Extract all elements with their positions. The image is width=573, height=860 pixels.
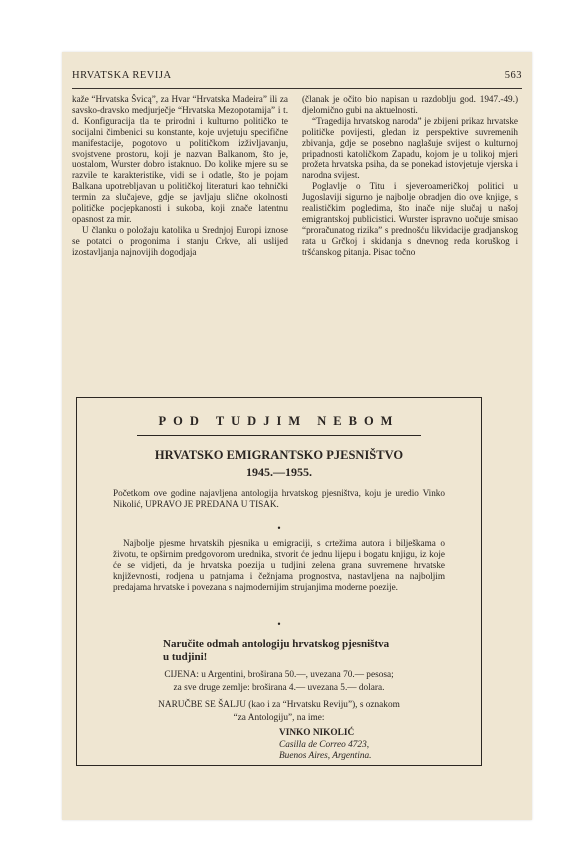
ad-heading: HRVATSKO EMIGRANTSKO PJESNIŠTVO [154, 448, 404, 462]
ad-bullet-2: • [276, 620, 282, 629]
magazine-page [62, 52, 532, 820]
right-paragraph-3: Poglavlje o Titu i sjeveroameričkoj politici u Jugoslaviji sigurno je najbolje obradjen dio ove knjige, s realističkim pogledima, što inače nije slučaj u našoj emigrantskoj publicistici. Wurster ispravno uočuje smisao “proračunatog rizika” s prednošću likvidacije gradjanskog rata u Grčkoj i skidanja s dnevnog reda koruškog i tršćanskog pitanja. Pisac točno [302, 181, 518, 257]
left-column [72, 94, 288, 356]
left-paragraph-2: U članku o položaju katolika u Srednjoj Europi iznose se potatci o progonima i stanju Crkve, ali uslijed izostavljanja najnovijih dogodjaja [72, 224, 288, 257]
ad-title: POD TUDJIM NEBOM [158, 414, 400, 428]
ad-bullet-1: • [276, 524, 282, 533]
ad-address-name: VINKO NIKOLIĆ [279, 728, 355, 738]
header-divider [72, 88, 522, 89]
ad-order-call [163, 638, 421, 664]
ad-address-box: Casilla de Correo 4723, [279, 740, 370, 750]
ad-years: 1945.—1955. [246, 465, 312, 479]
right-paragraph-2: “Tragedija hrvatskog naroda” je zbijeni prikaz hrvatske političke povijesti, gledan iz perspektive suvremenih zbivanja, gdje se posebno naglašuje svijest o kulturnoj pripadnosti katoličkom Zapadu, kojom je u tolikoj mjeri prožeta hrvatska psiha, da se ponekad istovjetuje vjerska i narodna svijest. [302, 115, 518, 181]
anthology-advertisement [76, 397, 482, 766]
page-header [72, 70, 522, 84]
right-column [302, 94, 518, 356]
journal-title: HRVATSKA REVIJA [72, 70, 172, 81]
ad-orders-line-2: “za Antologiju”, na ime: [233, 713, 325, 723]
ad-price-other: za sve druge zemlje: broširana 4.— uvezana 5.— dolara. [173, 683, 385, 693]
left-paragraph-1: kaže “Hrvatska Švicą”, za Hvar “Hrvatska Madeira” ili za savsko-dravsko medjurječje “Hrvatska Mezopotamija” i t. d. Konfiguracija tla te prirodni i kulturno političko te socijalni čimbenici su konstante, koje uvjetuju specifične manifestacije, pogotovo u političkom izživljavanju, svojstvene prostoru, koji je nazvan Balkanom, što je, uostalom, Wurster dobro istaknuo. Do kolike mjere su se razvile te karakteristike, vidi se i odatle, što je pojam Balkana upotrebljavan u političkoj literaturi kao tehnički termin za slučajeve, gdje se javljaju slične okolnosti političke pocjepkanosti i sukoba, koji znače latentnu opasnost za mir. [72, 94, 288, 224]
ad-title-rule [137, 435, 421, 436]
ad-order-line-1: Naručite odmah antologiju hrvatskog pjesništva [163, 638, 390, 650]
ad-price-argentina: CIJENA: u Argentini, broširana 50.—, uvezana 70.— pesosa; [164, 670, 394, 680]
ad-intro: Početkom ove godine najavljena antologija hrvatskog pjesništva, koju je uredio Vinko Nikolić, UPRAVO JE PREDANA U TISAK. [113, 488, 445, 509]
ad-order-line-2: u tudjini! [163, 651, 208, 663]
right-paragraph-1: (članak je očito bio napisan u razdoblju god. 1947.-49.) djelomično gubi na aktuelnosti. [302, 94, 518, 115]
ad-orders-line-1: NARUČBE SE ŠALJU (kao i za “Hrvatsku Reviju”), s oznakom [158, 700, 400, 710]
page-number: 563 [504, 70, 522, 81]
ad-description: Najbolje pjesme hrvatskih pjesnika u emigraciji, s crtežima autora i bilješkama o životu, te opširnim predgovorom urednika, stvorit će jednu lijepu i bogatu knjigu, iz koje će se vidjeti, da je hrvatska poezija u tudjini zelena grana suvremene hrvatske književnosti, rodjena u patnjama i čežnjama prognostva, nastavljena na najboljim predajama hrvatske i povezana s najmodernijim strujanjima moderne poezije. [113, 538, 445, 592]
ad-address-city: Buenos Aires, Argentina. [279, 751, 372, 761]
